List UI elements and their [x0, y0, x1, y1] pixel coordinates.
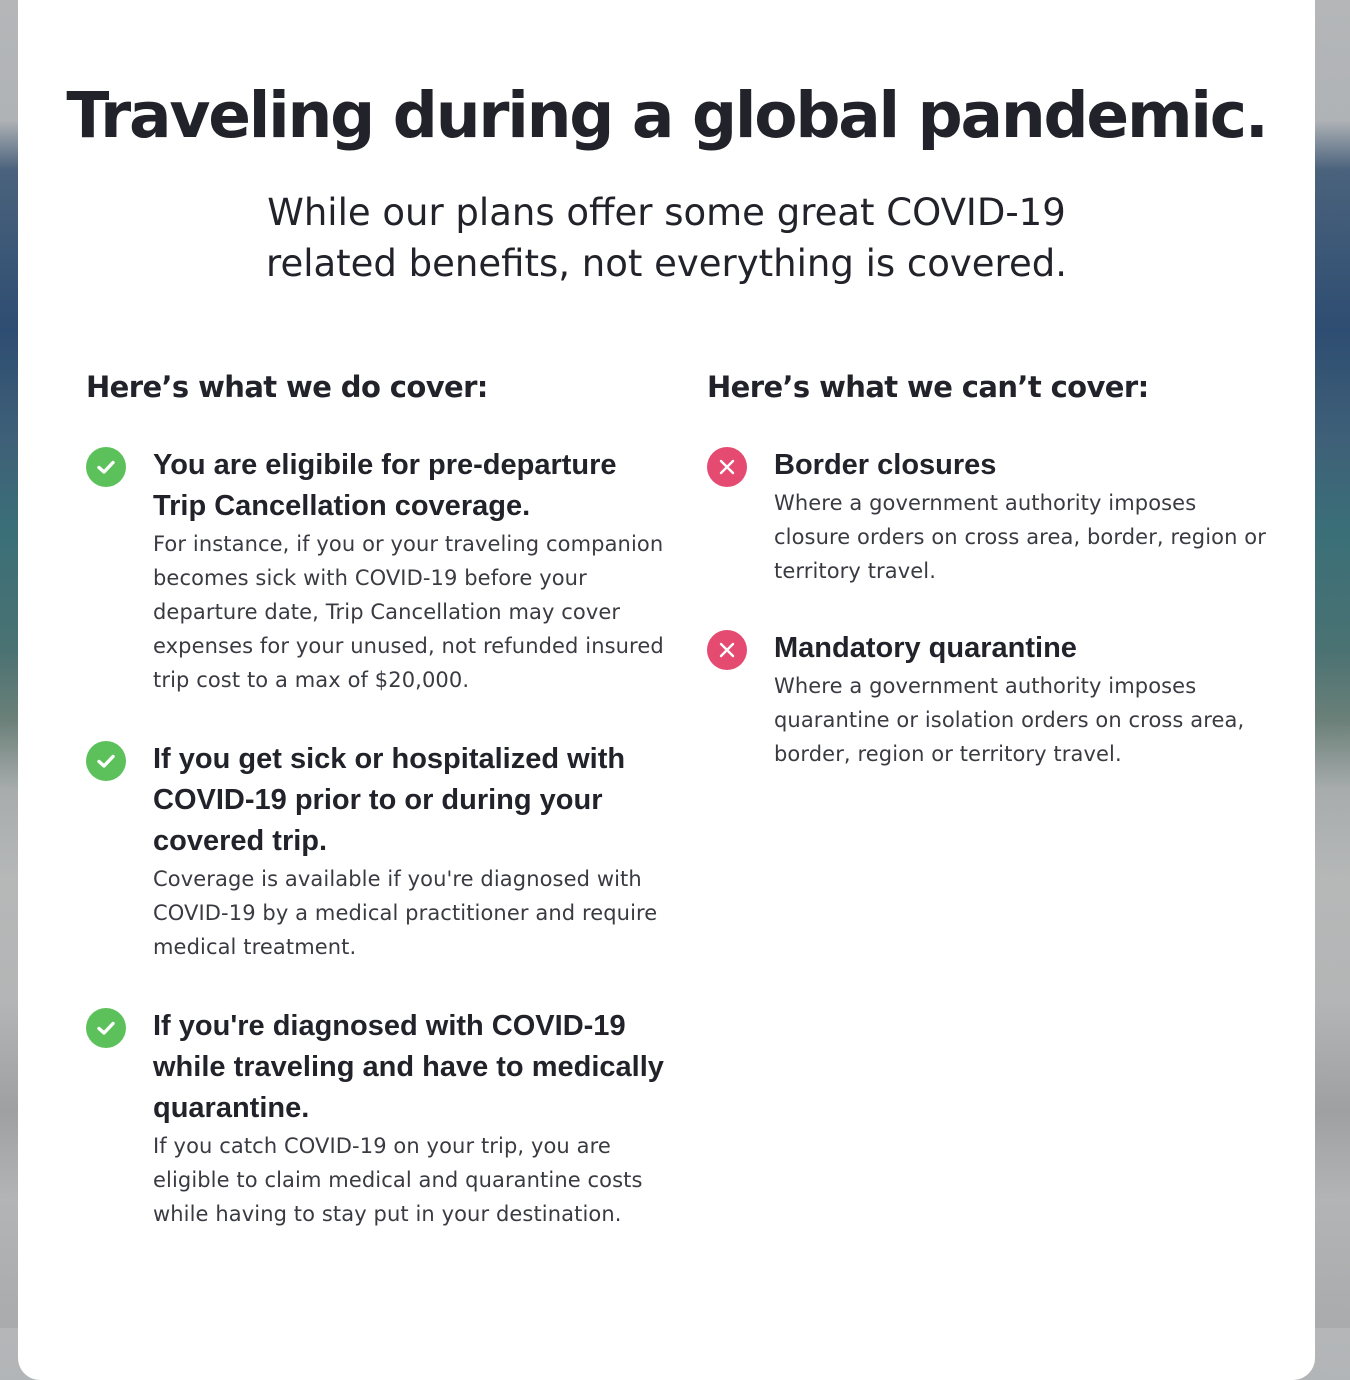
subtitle-line-2: related benefits, not everything is covered. — [266, 242, 1067, 285]
x-circle-icon — [707, 447, 747, 487]
not-covered-heading: Here’s what we can’t cover: — [707, 370, 1149, 404]
page-title: Traveling during a global pandemic. — [66, 79, 1267, 152]
check-circle-icon — [86, 447, 126, 487]
not-covered-item — [707, 628, 1267, 771]
not-covered-column — [707, 367, 1267, 811]
not-covered-item-title: Mandatory quarantine — [774, 632, 1077, 664]
covered-list — [86, 445, 666, 1231]
covered-heading: Here’s what we do cover: — [86, 370, 488, 404]
not-covered-item-body: Where a government authority imposes closure orders on cross area, border, region or territory travel. — [774, 491, 1266, 583]
covered-item — [86, 1006, 666, 1231]
check-circle-icon — [86, 741, 126, 781]
covered-item-title: If you get sick or hospitalized with COVID-19 prior to or during your covered trip. — [153, 743, 626, 857]
covered-item-title: You are eligibile for pre-departure Trip Cancellation coverage. — [153, 449, 617, 522]
covered-column — [86, 367, 666, 1273]
covered-item — [86, 445, 666, 697]
coverage-modal-card — [18, 0, 1315, 1380]
not-covered-list — [707, 445, 1267, 771]
covered-item-body: For instance, if you or your traveling companion becomes sick with COVID-19 before your departure date, Trip Cancellation may cover expenses for your unused, not refunded insured trip cost to a max of $20,000. — [153, 532, 664, 692]
x-circle-icon — [707, 630, 747, 670]
subtitle-line-1: While our plans offer some great COVID-19 — [267, 191, 1066, 234]
not-covered-item-title: Border closures — [774, 449, 997, 481]
covered-item-title: If you're diagnosed with COVID-19 while traveling and have to medically quarantine. — [153, 1010, 664, 1124]
not-covered-item — [707, 445, 1267, 588]
not-covered-item-body: Where a government authority imposes quarantine or isolation orders on cross area, border, region or territory travel. — [774, 674, 1245, 766]
covered-item-body: If you catch COVID-19 on your trip, you are eligible to claim medical and quarantine costs while having to stay put in your destination. — [153, 1134, 643, 1226]
page-subtitle — [18, 187, 1315, 289]
covered-item — [86, 739, 666, 964]
covered-item-body: Coverage is available if you're diagnosed with COVID-19 by a medical practitioner and require medical treatment. — [153, 867, 658, 959]
check-circle-icon — [86, 1008, 126, 1048]
